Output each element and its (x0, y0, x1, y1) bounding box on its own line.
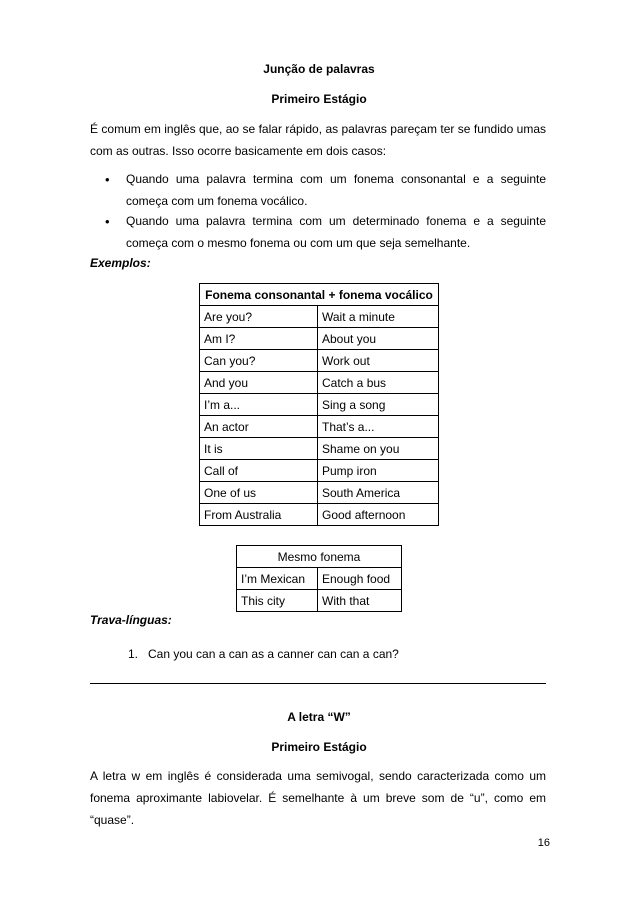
examples-table-same-phoneme (236, 545, 402, 612)
table-row (200, 438, 439, 460)
table-row (200, 328, 439, 350)
table-row (200, 372, 439, 394)
section-title: Junção de palavras (263, 62, 375, 76)
table-row (200, 504, 439, 526)
table-row (200, 482, 439, 504)
table-cell: Sing a song (318, 394, 439, 416)
table-header: Mesmo fonema (237, 546, 402, 568)
table-cell: I’m a... (200, 394, 318, 416)
table-cell: Catch a bus (318, 372, 439, 394)
table-row (200, 350, 439, 372)
list-item-number: 1. (128, 647, 139, 661)
table-cell: And you (200, 372, 318, 394)
table-cell: About you (318, 328, 439, 350)
table-row (200, 460, 439, 482)
table-cell: This city (237, 590, 318, 612)
table-cell: South America (318, 482, 439, 504)
table-cell: That’s a... (318, 416, 439, 438)
examples-table-consonant-vowel (199, 283, 439, 526)
table-row (200, 394, 439, 416)
table-cell: Are you? (200, 306, 318, 328)
list-item: Can you can a can as a canner can can a can? (148, 647, 399, 661)
table-cell: From Australia (200, 504, 318, 526)
table-row (237, 568, 402, 590)
bullet-item: Quando uma palavra termina com um determinado fonema e a seguinte começa com o mesmo fonema ou com um que seja semelhante. (126, 214, 546, 250)
bullet-item: Quando uma palavra termina com um fonema consonantal e a seguinte começa com um fonema vocálico. (126, 172, 546, 208)
table-cell: Call of (200, 460, 318, 482)
table-cell: With that (318, 590, 402, 612)
bullet-icon: • (105, 172, 110, 187)
table-row (200, 416, 439, 438)
section-subtitle: Primeiro Estágio (271, 92, 367, 106)
bullet-icon: • (105, 214, 110, 229)
table-cell: It is (200, 438, 318, 460)
tongue-twisters-label: Trava-línguas: (90, 613, 172, 627)
table-cell: I’m Mexican (237, 568, 318, 590)
section-subtitle: Primeiro Estágio (271, 740, 367, 754)
table-cell: Wait a minute (318, 306, 439, 328)
table-cell: Can you? (200, 350, 318, 372)
divider (90, 683, 546, 684)
table-cell: Shame on you (318, 438, 439, 460)
table-row (200, 306, 439, 328)
examples-label: Exemplos: (90, 256, 151, 270)
page-number: 16 (537, 837, 550, 849)
table-cell: Good afternoon (318, 504, 439, 526)
section-title: A letra “W” (287, 710, 351, 724)
table-header: Fonema consonantal + fonema vocálico (200, 284, 439, 306)
table-cell: One of us (200, 482, 318, 504)
table-cell: Work out (318, 350, 439, 372)
table-cell: An actor (200, 416, 318, 438)
section-paragraph: A letra w em inglês é considerada uma semivogal, sendo caracterizada como um fonema aproximante labiovelar. É semelhante à um breve som de “u”, como em “quase”. (90, 769, 546, 827)
table-row (237, 590, 402, 612)
table-cell: Pump iron (318, 460, 439, 482)
intro-paragraph: É comum em inglês que, ao se falar rápido, as palavras pareçam ter se fundido umas com as outras. Isso ocorre basicamente em dois casos: (90, 122, 546, 158)
table-cell: Enough food (318, 568, 402, 590)
table-cell: Am I? (200, 328, 318, 350)
